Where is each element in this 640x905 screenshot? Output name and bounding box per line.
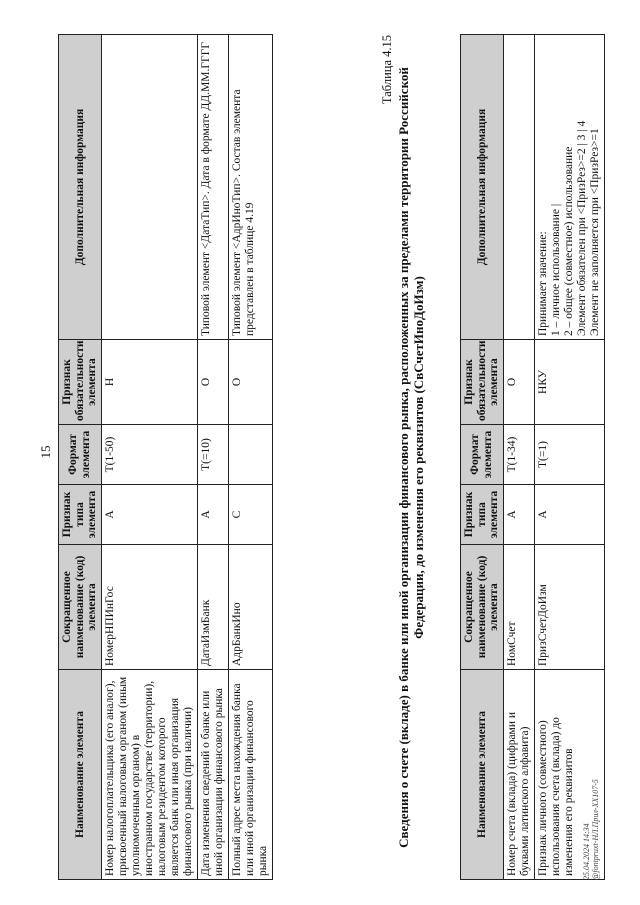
cell-required: О xyxy=(503,340,534,425)
cell-type: А xyxy=(101,485,197,545)
column-header: Дополнительная информация xyxy=(461,35,504,340)
cell-type: А xyxy=(197,485,228,545)
cell-format: Т(1-50) xyxy=(101,425,197,485)
cell-additional xyxy=(101,35,197,340)
cell-code: АдрБанкИно xyxy=(228,545,272,670)
table-row xyxy=(101,35,197,880)
cell-additional xyxy=(503,35,534,340)
cell-type: А xyxy=(503,485,534,545)
cell-additional: Принимает значение: 1 – личное использование | 2 – общее (совместное) использование Элемент обязателен при <ПризРез>=2 | 3 | 4 Элемент не заполняется при <ПризРез>=1 xyxy=(534,35,604,340)
page-number: 15 xyxy=(38,445,53,459)
cell-required: О xyxy=(197,340,228,425)
cell-format: Т(=1) xyxy=(534,425,604,485)
table-header-row xyxy=(59,35,102,880)
cell-type: А xyxy=(534,485,604,545)
cell-code: ПризСчетДоИзм xyxy=(534,545,604,670)
table-4-14-continued xyxy=(58,34,273,880)
document-stamp: 25.04.2024 14:34 @fontpruxt-НЛ.Прил-ХХ107-5 xyxy=(582,779,600,880)
cell-required: Н xyxy=(101,340,197,425)
column-header: Признак типа элемента xyxy=(461,485,504,545)
cell-required: О xyxy=(228,340,272,425)
cell-required: НКУ xyxy=(534,340,604,425)
cell-element-name: Полный адрес места нахождения банка или иной организации финансового рынка xyxy=(228,670,272,880)
cell-format xyxy=(228,425,272,485)
cell-element-name: Признак личного (совместного) использования счета (вклада) до изменения его реквизитов xyxy=(534,670,604,880)
column-header: Наименование элемента xyxy=(461,670,504,880)
table-4-15 xyxy=(460,34,605,880)
column-header: Признак обязательности элемента xyxy=(461,340,504,425)
column-header: Формат элемента xyxy=(461,425,504,485)
cell-code: НомСчет xyxy=(503,545,534,670)
cell-element-name: Дата изменения сведений о банке или иной организации финансового рынка xyxy=(197,670,228,880)
table-number: Таблица 4.15 xyxy=(380,35,394,105)
cell-additional: Типовой элемент <ДатаТип>. Дата в формате ДД.ММ.ГГГГ xyxy=(197,35,228,340)
table-row xyxy=(503,35,534,880)
table-caption: Сведения о счете (вкладе) в банке или иной организации финансового рынка, расположенных за пределами территории Российской Федерации, до изменения его реквизитов (СвСчетИноДоИзм) xyxy=(396,67,426,848)
cell-format: Т(1-34) xyxy=(503,425,534,485)
column-header: Признак обязательности элемента xyxy=(59,340,102,425)
cell-element-name: Номер налогоплательщика (его аналог), присвоенный налоговым органом (иным уполномоченным органом) в иностранном государстве (территории), налоговым резидентом которого является банк или иная организация финансового рынка (при наличии) xyxy=(101,670,197,880)
cell-additional: Типовой элемент <АдрИноТип>. Состав элемента представлен в таблице 4.19 xyxy=(228,35,272,340)
column-header: Наименование элемента xyxy=(59,670,102,880)
column-header: Сокращенное наименование (код) элемента xyxy=(59,545,102,670)
column-header: Признак типа элемента xyxy=(59,485,102,545)
cell-format: Т(=10) xyxy=(197,425,228,485)
table-row xyxy=(534,35,604,880)
column-header: Формат элемента xyxy=(59,425,102,485)
cell-type: С xyxy=(228,485,272,545)
cell-code: НомерНПИнГос xyxy=(101,545,197,670)
table-row xyxy=(228,35,272,880)
table-row xyxy=(197,35,228,880)
column-header: Сокращенное наименование (код) элемента xyxy=(461,545,504,670)
cell-element-name: Номер счета (вклада) (цифрами и буквами латинского алфавита) xyxy=(503,670,534,880)
cell-code: ДатаИзмБанк xyxy=(197,545,228,670)
column-header: Дополнительная информация xyxy=(59,35,102,340)
table-header-row xyxy=(461,35,504,880)
